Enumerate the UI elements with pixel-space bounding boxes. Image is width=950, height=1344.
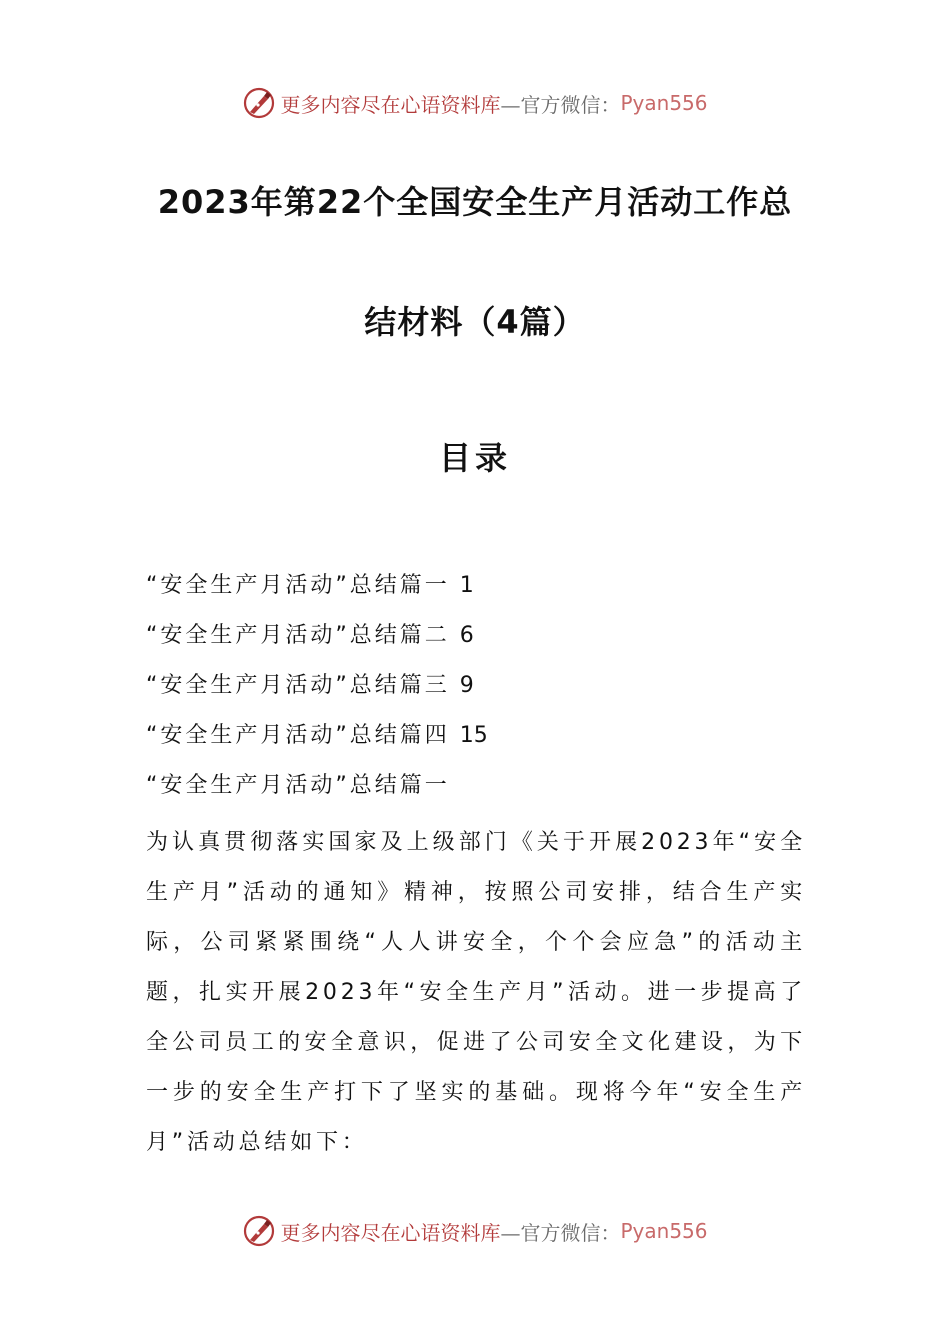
toc-entry[interactable] xyxy=(146,568,806,618)
toc-entry-label: “安全生产月活动”总结篇二 xyxy=(146,623,450,648)
table-of-contents xyxy=(146,568,806,768)
toc-entry[interactable] xyxy=(146,618,806,668)
toc-entry-label: “安全生产月活动”总结篇一 xyxy=(146,573,450,598)
toc-entry[interactable] xyxy=(146,668,806,718)
toc-entry-page: 1 xyxy=(459,573,474,598)
toc-entry-page: 15 xyxy=(459,723,488,748)
watermark-promo-text: 更多内容尽在心语资料库 xyxy=(280,1220,501,1245)
body-paragraph: 为认真贯彻落实国家及上级部门《关于开展2023年“安全生产月”活动的通知》精神，按照公司安排，结合生产实际，公司紧紧围绕“人人讲安全，个个会应急”的活动主题，扎实开展2023年“安全生产月”活动。进一步提高了全公司员工的安全意识，促进了公司安全文化建设，为下一步的安全生产打下了坚实的基础。现将今年“安全生产月”活动总结如下： xyxy=(146,830,806,1155)
toc-entry-label: “安全生产月活动”总结篇三 xyxy=(146,673,450,698)
section-title: “安全生产月活动”总结篇一 xyxy=(146,773,450,798)
watermark-official-text: —官方微信： xyxy=(500,1220,621,1245)
toc-entry-label: “安全生产月活动”总结篇四 xyxy=(146,723,450,748)
toc-entry-page: 6 xyxy=(459,623,474,648)
header-watermark xyxy=(0,83,950,123)
footer-watermark xyxy=(0,1211,950,1251)
pen-nib-logo-icon xyxy=(242,1214,276,1248)
watermark-wechat-id: Pyan556 xyxy=(620,91,708,115)
watermark-promo-text: 更多内容尽在心语资料库 xyxy=(280,92,501,117)
toc-entry-page: 9 xyxy=(459,673,474,698)
pen-nib-logo-icon xyxy=(242,86,276,120)
watermark-official-text: —官方微信： xyxy=(500,92,621,117)
toc-heading: 目录 xyxy=(438,439,511,477)
toc-entry[interactable] xyxy=(146,718,806,768)
document-title-line-1: 2023年第22个全国安全生产月活动工作总 xyxy=(157,183,793,221)
watermark-wechat-id: Pyan556 xyxy=(620,1219,708,1243)
document-title-line-2: 结材料（4篇） xyxy=(364,303,586,341)
